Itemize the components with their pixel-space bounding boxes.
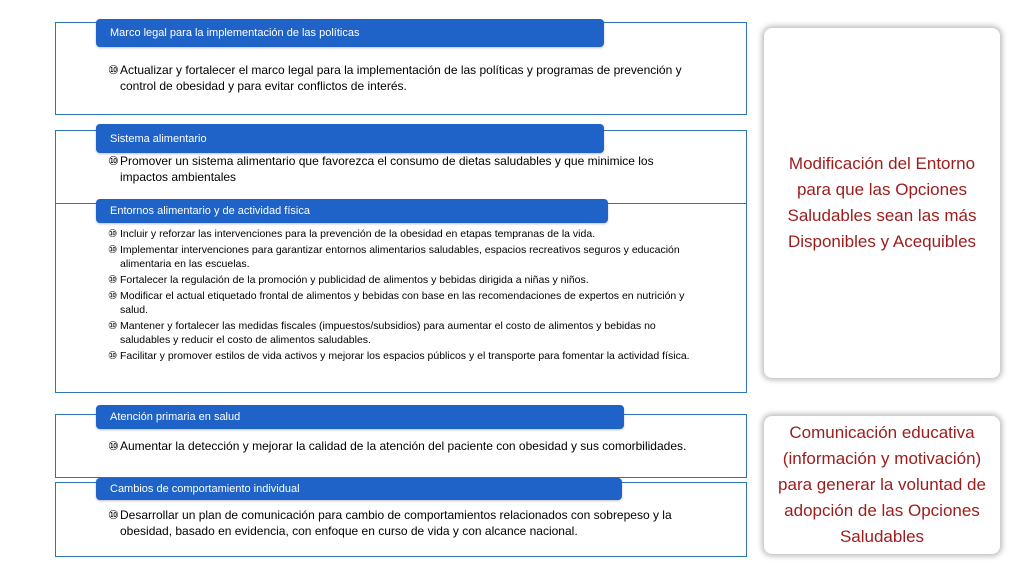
section-tab-atencion-primaria: Atención primaria en salud: [96, 405, 624, 429]
bullet-icon: ⑩: [108, 244, 118, 256]
bullet-icon: ⑩: [108, 228, 118, 240]
bullet-icon: ⑩: [108, 63, 119, 77]
section-tab-sistema-alimentario: Sistema alimentario: [96, 124, 604, 153]
bullet-icon: ⑩: [108, 274, 118, 286]
list-item: ⑩ Fortalecer la regulación de la promoción y publicidad de alimentos y bebidas dirigida a niñas y niños.: [108, 274, 589, 286]
list-item: ⑩ Implementar intervenciones para garantizar entornos alimentarios saludables, espacios recreativos seguros y educación alimentaria en las escuelas.: [108, 244, 680, 270]
list-item: ⑩ Incluir y reforzar las intervenciones para la prevención de la obesidad en etapas tempranas de la vida.: [108, 228, 596, 240]
bullet-icon: ⑩: [108, 320, 118, 332]
section-tab-entornos: Entornos alimentario y de actividad física: [96, 199, 608, 223]
section-tab-marco-legal: Marco legal para la implementación de las políticas: [96, 19, 604, 47]
list-item: ⑩ Promover un sistema alimentario que favorezca el consumo de dietas saludables y que minimice los impactos ambientales: [108, 154, 654, 184]
bullet-icon: ⑩: [108, 508, 119, 522]
section-items-sistema-alimentario: [108, 153, 688, 185]
card-modificacion-entorno: Modificación del Entorno para que las Opciones Saludables sean las más Disponibles y Acequibles: [764, 28, 1000, 378]
bullet-icon: ⑩: [108, 439, 119, 453]
section-items-cambios-comportamiento: [108, 507, 698, 539]
bullet-icon: ⑩: [108, 290, 118, 302]
list-item: ⑩ Actualizar y fortalecer el marco legal para la implementación de las políticas y programas de prevención y control de obesidad y para evitar conflictos de interés.: [108, 63, 682, 93]
section-items-atencion-primaria: [108, 438, 688, 454]
list-item: ⑩ Desarrollar un plan de comunicación para cambio de comportamientos relacionados con sobrepeso y la obesidad, basado en evidencia, con enfoque en curso de vida y con alcance nacional.: [108, 508, 672, 538]
bullet-icon: ⑩: [108, 350, 118, 362]
card-comunicacion-educativa: Comunicación educativa (información y motivación) para generar la voluntad de adopción de las Opciones Saludables: [764, 416, 1000, 554]
bullet-icon: ⑩: [108, 154, 119, 168]
list-item: ⑩ Facilitar y promover estilos de vida activos y mejorar los espacios públicos y el transporte para fomentar la actividad física.: [108, 350, 690, 362]
section-items-marco-legal: [108, 62, 698, 94]
list-item: ⑩ Aumentar la detección y mejorar la calidad de la atención del paciente con obesidad y sus comorbilidades.: [108, 439, 687, 453]
list-item: ⑩ Mantener y fortalecer las medidas fiscales (impuestos/subsidios) para aumentar el costo de alimentos y bebidas no saludables y reducir el costo de alimentos saludables.: [108, 320, 656, 346]
section-items-entornos: [108, 227, 698, 365]
section-tab-cambios-comportamiento: Cambios de comportamiento individual: [96, 478, 622, 500]
list-item: ⑩ Modificar el actual etiquetado frontal de alimentos y bebidas con base en las recomendaciones de expertos en nutrición y salud.: [108, 290, 685, 316]
